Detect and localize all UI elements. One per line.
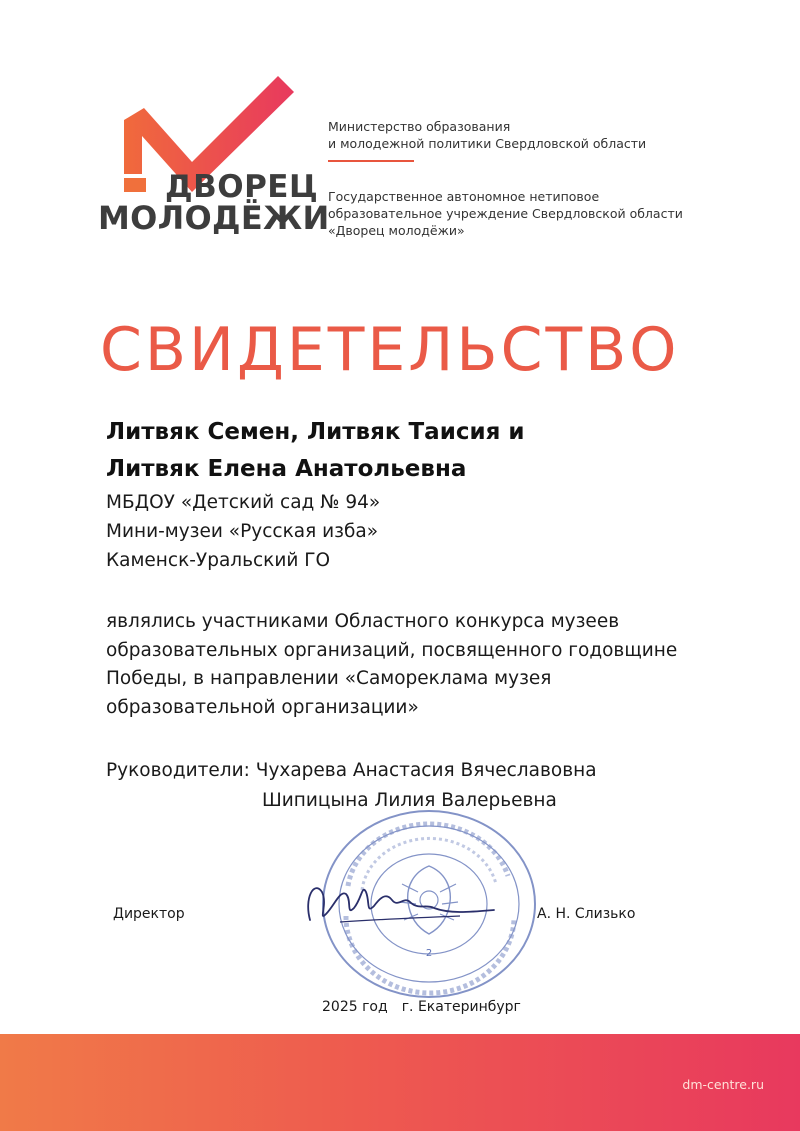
institution-line: МБДОУ «Детский сад № 94» <box>106 492 381 513</box>
logo-word-dvorets: ДВОРЕЦ <box>165 169 319 205</box>
director-signature <box>300 862 500 934</box>
stamp-number: 2 <box>425 948 433 959</box>
recipients <box>106 414 524 488</box>
logo-word-molodezhi: МОЛОДЁЖИ <box>98 199 330 237</box>
institution-line: Мини-музеи «Русская изба» <box>106 521 379 542</box>
director-name: А. Н. Слизько <box>537 906 636 922</box>
recipient-line: Литвяк Елена Анатольевна <box>106 456 467 482</box>
footer-website: dm-centre.ru <box>682 1077 764 1092</box>
organization-line: Государственное автономное нетиповое <box>328 189 600 204</box>
ministry-line: Министерство образования <box>328 119 511 134</box>
supervisor-name: Шипицына Лилия Валерьевна <box>262 790 557 811</box>
institution-line: Каменск-Уральский ГО <box>106 550 331 571</box>
supervisors-label: Руководители: <box>106 760 250 781</box>
organization-line: образовательное учреждение Свердловской области <box>328 206 683 221</box>
institution-info <box>106 488 380 575</box>
organization-name <box>328 188 683 239</box>
header-divider <box>328 160 414 162</box>
body-line: образовательной организации» <box>106 696 419 718</box>
city: г. Екатеринбург <box>401 999 521 1015</box>
supervisor-name: Чухарева Анастасия Вячеславовна <box>255 760 597 781</box>
ministry-name <box>328 118 646 152</box>
recipient-line: Литвяк Семен, Литвяк Таисия и <box>106 419 525 445</box>
certificate-title: СВИДЕТЕЛЬСТВО <box>100 315 680 385</box>
certificate-body <box>106 608 677 722</box>
director-label: Директор <box>113 906 185 922</box>
organization-line: «Дворец молодёжи» <box>328 223 465 238</box>
ministry-line: и молодежной политики Свердловской области <box>328 136 647 151</box>
footer-band <box>0 1034 800 1131</box>
date-place <box>322 999 521 1015</box>
body-line: Победы, в направлении «Самореклама музея <box>106 668 552 689</box>
body-line: являлись участниками Областного конкурса музеев <box>106 611 620 632</box>
year: 2025 год <box>322 999 388 1015</box>
body-line: образовательных организаций, посвященного годовщине <box>106 639 678 661</box>
